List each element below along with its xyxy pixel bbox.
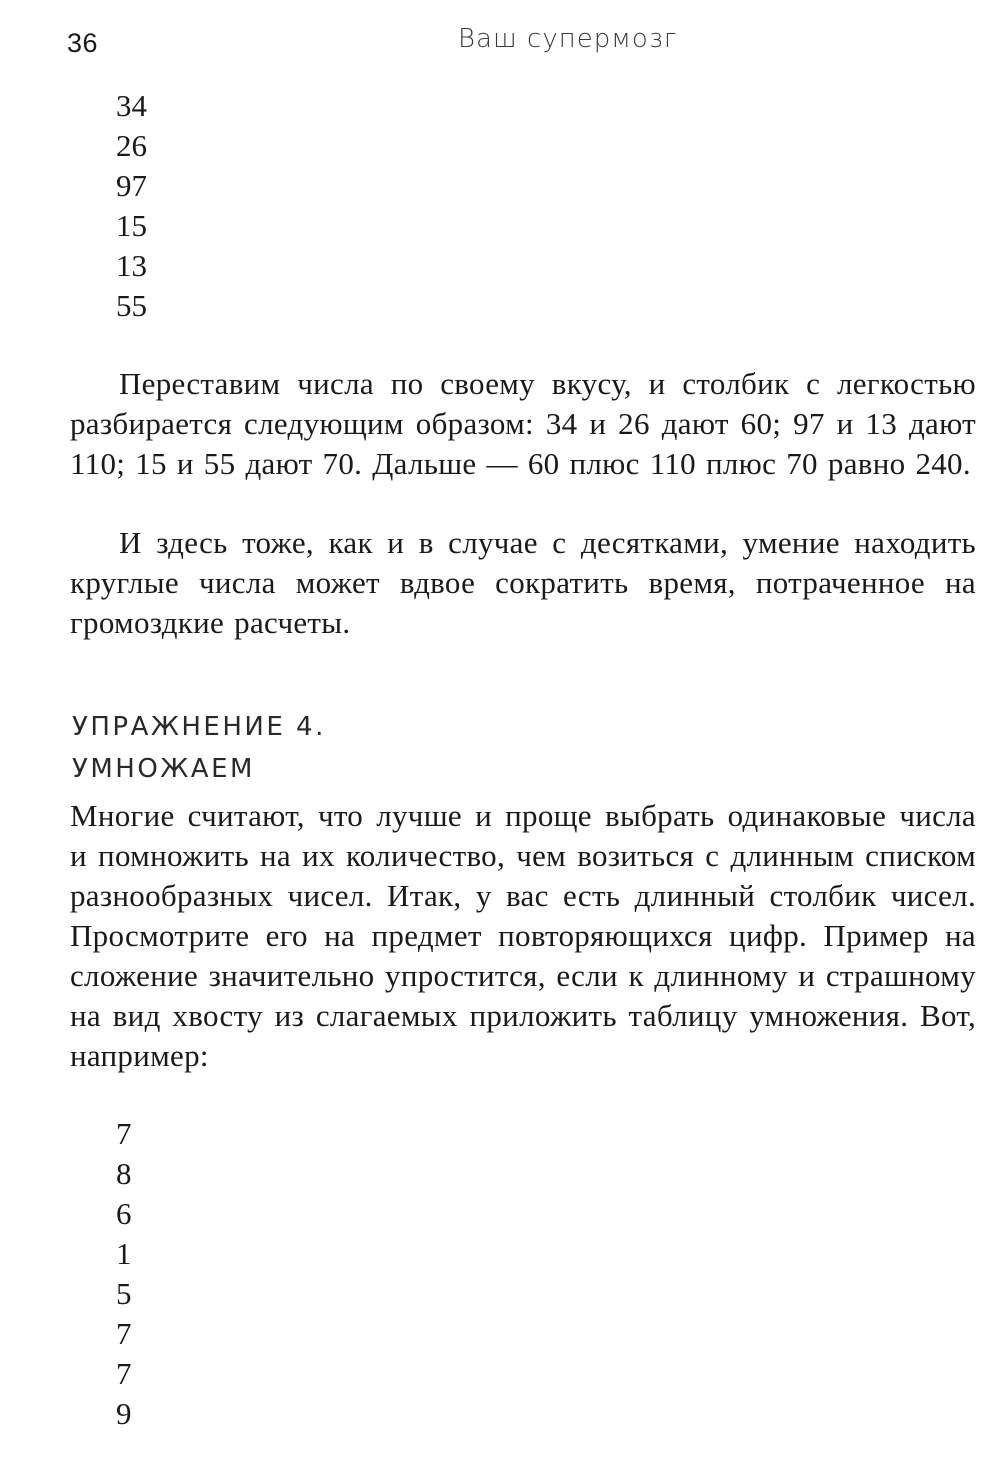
list-item: 7 [116, 1316, 132, 1351]
number-column-2 [116, 1114, 132, 1434]
paragraph-multiply: Многие считают, что лучше и проще выбрать одинаковые числа и помножить на их количество, чем возиться с длинным списком разнообразных чисел. Итак, у вас есть длинный столбик чисел. Просмотрите его на предмет повторяющихся цифр. Пример на сложение значительно упростится, если к длинному и страшному на вид хвосту из слагаемых приложить таблицу умножения. Вот, например: [70, 798, 976, 1073]
list-item: 8 [116, 1156, 132, 1191]
list-item: 26 [116, 128, 147, 163]
list-item: 7 [116, 1356, 132, 1391]
list-item: 13 [116, 248, 147, 283]
number-column-1 [116, 86, 147, 326]
exercise-heading: УПРАЖНЕНИЕ 4. [72, 712, 326, 742]
paragraph-rearrange: Переставим числа по своему вкусу, и столбик с легкостью разбирается следующим образом: 34 и 26 дают 60; 97 и 13 дают 110; 15 и 55 дают 70. Дальше — 60 плюс 110 плюс 70 равно 240. [70, 366, 976, 481]
running-head: Ваш супермозг [458, 24, 678, 54]
list-item: 5 [116, 1276, 132, 1311]
list-item: 6 [116, 1196, 132, 1231]
list-item: 15 [116, 208, 147, 243]
list-item: 7 [116, 1116, 132, 1151]
list-item: 34 [116, 88, 147, 123]
list-item: 9 [116, 1396, 132, 1431]
list-item: 1 [116, 1236, 132, 1271]
list-item: 55 [116, 288, 147, 323]
exercise-subheading: УМНОЖАЕМ [72, 754, 255, 784]
list-item: 97 [116, 168, 147, 203]
paragraph-round-numbers: И здесь тоже, как и в случае с десятками, умение находить круглые числа может вдвое сократить время, потраченное на громоздкие расчеты. [70, 525, 976, 640]
page-number: 36 [67, 28, 99, 58]
